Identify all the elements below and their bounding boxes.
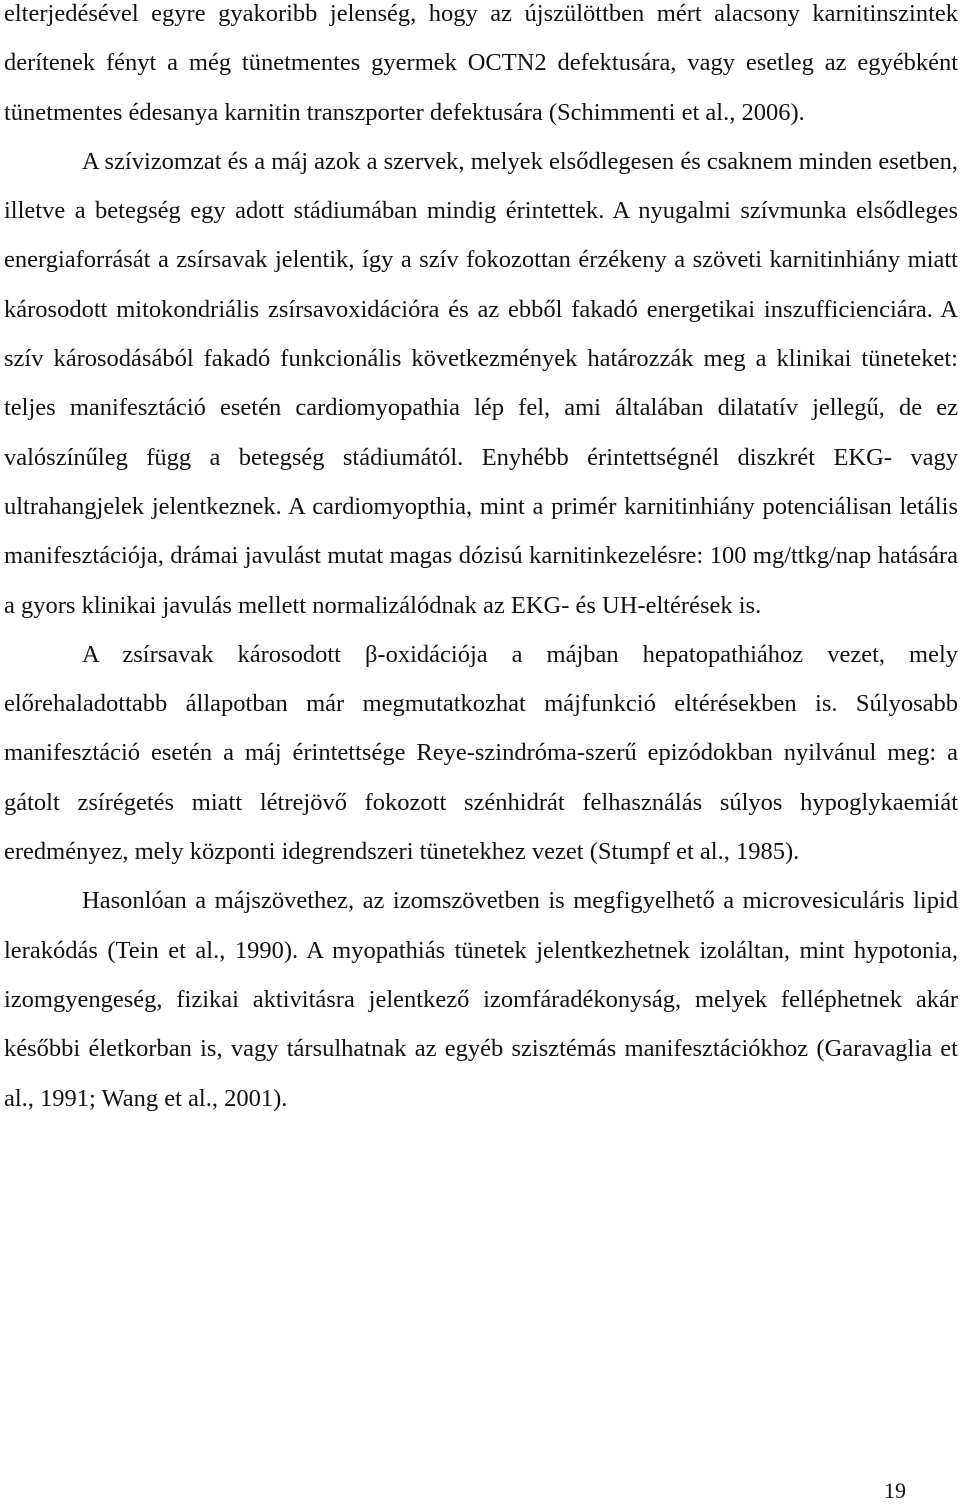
paragraph-2: A szívizomzat és a máj azok a szervek, melyek elsődlegesen és csaknem minden esetben, illetve a betegség egy adott stádiumában mindig érintettek. A nyugalmi szívmunka elsődleges energiaforrását a zsírsavak jelentik, így a szív fokozottan érzékeny a szöveti karnitinhiány miatt károsodott mitokondriális zsírsavoxidációra és az ebből fakadó energetikai inszufficienciára. A szív károsodásából fakadó funkcionális következmények határozzák meg a klinikai tüneteket: teljes manifesztáció esetén cardiomyopathia lép fel, ami általában dilatatív jellegű, de ez valószínűleg függ a betegség stádiumától. Enyhébb érintettségnél diszkrét EKG- vagy ultrahangjelek jelentkeznek. A cardiomyopthia, mint a primér karnitinhiány potenciálisan letális manifesztációja, drámai javulást mutat magas dózisú karnitinkezelésre: 100 mg/ttkg/nap hatására a gyors klinikai javulás mellett normalizálódnak az EKG- és UH-eltérések is.	[4, 147, 958, 619]
paragraph-4: Hasonlóan a májszövethez, az izomszövetben is megfigyelhető a microvesiculáris lipid lerakódás (Tein et al., 1990). A myopathiás tünetek jelentkezhetnek izoláltan, mint hypotonia, izomgyengeség, fizikai aktivitásra jelentkező izomfáradékonyság, melyek felléphetnek akár későbbi életkorban is, vagy társulhatnak az egyéb szisztémás manifesztációkhoz (Garavaglia et al., 1991; Wang et al., 2001).	[4, 887, 958, 1112]
paragraph-3: A zsírsavak károsodott β-oxidációja a májban hepatopathiához vezet, mely előrehaladottabb állapotban már megmutatkozhat májfunkció eltérésekben is. Súlyosabb manifesztáció esetén a máj érintettsége Reye-szindróma-szerű epizódokban nyilvánul meg: a gátolt zsírégetés miatt létrejövő fokozott szénhidrát felhasználás súlyos hypoglykaemiát eredményez, mely központi idegrendszeri tünetekhez vezet (Stumpf et al., 1985).	[4, 640, 958, 866]
page-number: 19	[884, 1478, 906, 1503]
paragraph-1: elterjedésével egyre gyakoribb jelenség, hogy az újszülöttben mért alacsony karnitinszintek derítenek fényt a még tünetmentes gyermek OCTN2 defektusára, vagy esetleg az egyébként tünetmentes édesanya karnitin transzporter defektusára (Schimmenti et al., 2006).	[4, 0, 958, 126]
document-page	[4, 0, 958, 1123]
